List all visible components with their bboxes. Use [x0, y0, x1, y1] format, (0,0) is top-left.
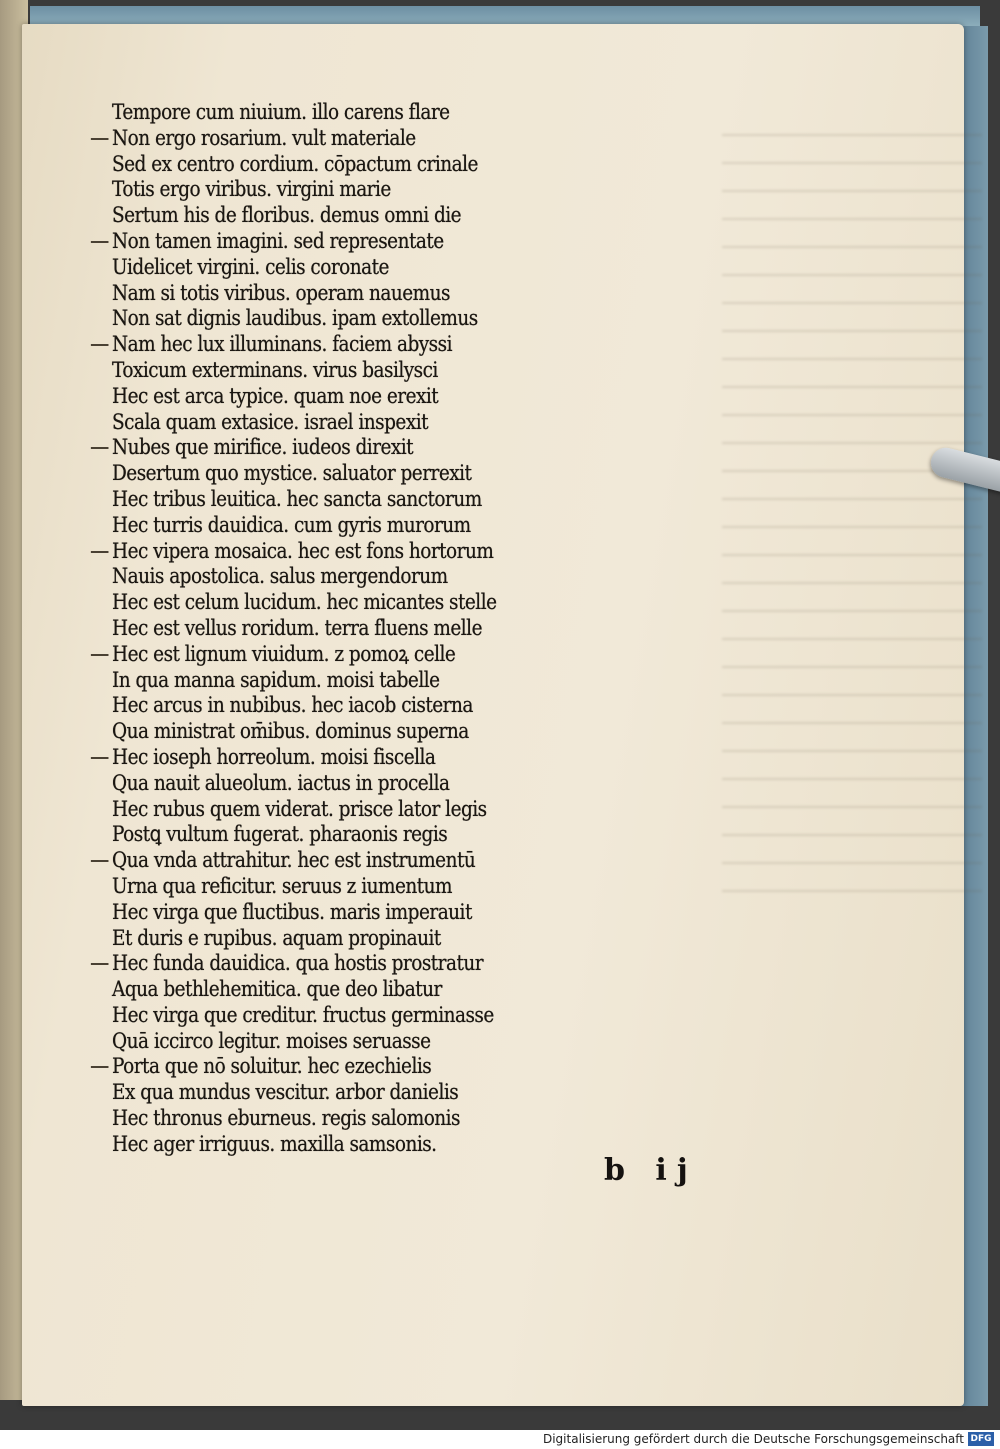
verse-line: Nam hec lux illuminans. faciem abyssi	[112, 332, 526, 358]
verse-line: Postꝗ vultum fugerat. pharaonis regis	[112, 822, 448, 847]
footer-credit: Digitalisierung gefördert durch die Deutsche Forschungsgemeinschaft	[542, 1432, 964, 1446]
verse-line: Qua vnda attrahitur. hec est instrumentū	[112, 848, 526, 874]
verse-line: Aqua bethlehemitica. que deo libatur	[112, 977, 442, 1002]
verse-line: Hec est celum lucidum. hec micantes stelle	[112, 590, 497, 615]
margin-dash-mark	[91, 551, 109, 553]
verse-line: Hec ioseph horreolum. moisi fiscella	[112, 745, 526, 771]
verse-line: Sertum his de floribus. demus omni die	[112, 203, 462, 228]
show-through-text	[722, 114, 982, 894]
verse-line: Hec est arca typice. quam noe erexit	[112, 383, 439, 408]
verse-line: Quā iccirco legitur. moises seruasse	[112, 1028, 431, 1053]
verse-line: Ex qua mundus vescitur. arbor danielis	[112, 1080, 459, 1105]
verse-line: Hec funda dauidica. qua hostis prostratur	[112, 951, 526, 977]
verse-line: Nauis apostolica. salus mergendorum	[112, 564, 448, 589]
verse-line: Hec thronus eburneus. regis salomonis	[112, 1106, 461, 1131]
verse-line: In qua manna sapidum. moisi tabelle	[112, 667, 440, 692]
verse-line: Tempore cum niuium. illo carens flare	[112, 100, 450, 124]
verse-column	[112, 100, 582, 1158]
margin-dash-mark	[91, 860, 109, 862]
verse-line: Qua ministrat om̄ibus. dominus superna	[112, 719, 469, 744]
verse-line: Non sat dignis laudibus. ipam extollemus	[112, 306, 478, 331]
margin-dash-mark	[91, 241, 109, 243]
margin-dash-mark	[91, 344, 109, 346]
verse-line: Porta que nō soluitur. hec ezechielis	[112, 1054, 526, 1080]
margin-dash-mark	[91, 963, 109, 965]
verse-line: Hec turris dauidica. cum gyris murorum	[112, 512, 471, 537]
margin-dash-mark	[91, 757, 109, 759]
verse-line: Hec est lignum viuidum. z pomoꝝ celle	[112, 642, 526, 668]
verse-line: Hec est vellus roridum. terra fluens melle	[112, 615, 482, 640]
margin-dash-mark	[91, 138, 109, 140]
verse-line: Hec rubus quem viderat. prisce lator legis	[112, 796, 487, 821]
verse-line: Totis ergo viribus. virgini marie	[112, 177, 391, 202]
margin-dash-mark	[91, 654, 109, 656]
verse-line: Uidelicet virgini. celis coronate	[112, 254, 389, 279]
signature-mark: b ij	[604, 1153, 698, 1188]
verse-line: Urna qua reficitur. seruus z iumentum	[112, 873, 453, 898]
verse-line: Et duris e rupibus. aquam propinauit	[112, 925, 441, 950]
verse-line: Qua nauit alueolum. iactus in procella	[112, 770, 450, 795]
verse-line: Desertum quo mystice. saluator perrexit	[112, 461, 472, 486]
verse-line: Hec tribus leuitica. hec sancta sanctorum	[112, 486, 482, 511]
verse-line: Non tamen imagini. sed representate	[112, 229, 526, 255]
verse-line: Hec virga que fluctibus. maris imperauit	[112, 899, 472, 924]
verse-line: Hec vipera mosaica. hec est fons hortorum	[112, 539, 526, 565]
verse-line: Nubes que mirifice. iudeos direxit	[112, 435, 526, 461]
verse-line: Non ergo rosarium. vult materiale	[112, 126, 526, 152]
verse-line: Sed ex centro cordium. cōpactum crinale	[112, 151, 478, 176]
verse-line: Nam si totis viribus. operam nauemus	[112, 280, 450, 305]
dfg-logo: DFG	[968, 1432, 994, 1446]
verse-line: Hec virga que creditur. fructus germinasse	[112, 1002, 494, 1027]
verse-line: Scala quam extasice. israel inspexit	[112, 409, 428, 434]
verse-line: Hec arcus in nubibus. hec iacob cisterna	[112, 693, 473, 718]
verse-line: Hec ager irriguus. maxilla samsonis.	[112, 1131, 437, 1156]
margin-dash-mark	[91, 447, 109, 449]
margin-dash-mark	[91, 1066, 109, 1068]
verse-line: Toxicum exterminans. virus basilysci	[112, 357, 438, 382]
